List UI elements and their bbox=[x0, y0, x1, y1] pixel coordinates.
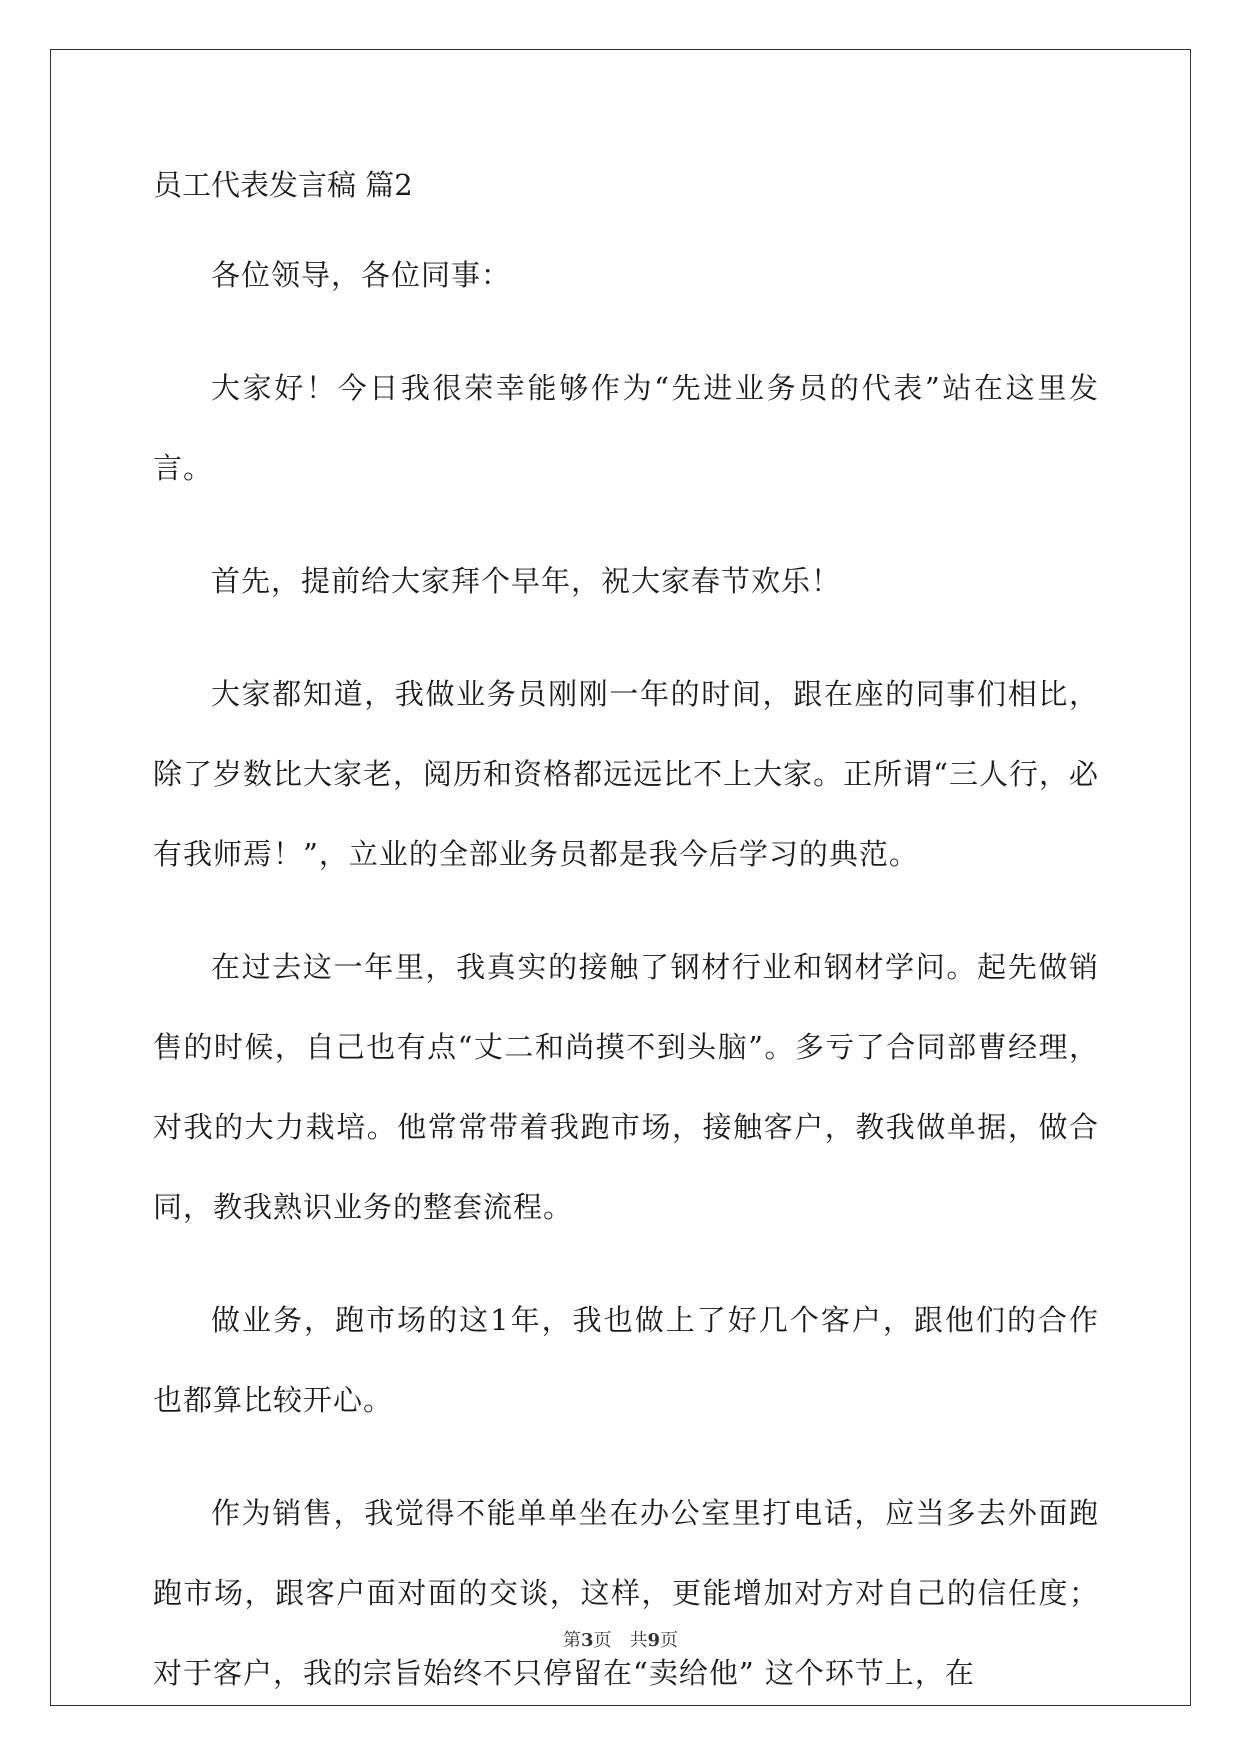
footer-total-prefix: 共 bbox=[629, 1630, 648, 1651]
paragraph: 首先，提前给大家拜个早年，祝大家春节欢乐！ bbox=[211, 564, 842, 598]
document-body bbox=[153, 162, 1099, 1713]
current-page-number: 3 bbox=[580, 1630, 594, 1651]
paragraph: 作为销售，我觉得不能单单坐在办公室里打电话，应当多去外面跑跑市场，跟客户面对面的交谈，这样，更能增加对方对自己的信任度；对于客户，我的宗旨始终不只停留在“卖给他” 这个环节上，在 bbox=[153, 1496, 1099, 1690]
footer-page-suffix: 页 bbox=[593, 1630, 612, 1651]
paragraph: 在过去这一年里，我真实的接触了钢材行业和钢材学问。起先做销售的时候，自己也有点“丈二和尚摸不到头脑”。多亏了合同部曹经理，对我的大力栽培。他常常带着我跑市场，接触客户，教我做单据，做合同，教我熟识业务的整套流程。 bbox=[153, 950, 1099, 1224]
document-title: 员工代表发言稿 篇2 bbox=[153, 168, 413, 202]
paragraph: 大家都知道，我做业务员刚刚一年的时间，跟在座的同事们相比，除了岁数比大家老，阅历和资格都远远比不上大家。正所谓“三人行，必有我师焉！”，立业的全部业务员都是我今后学习的典范。 bbox=[153, 677, 1099, 871]
total-pages-number: 9 bbox=[647, 1630, 661, 1651]
paragraph: 做业务，跑市场的这1年，我也做上了好几个客户，跟他们的合作也都算比较开心。 bbox=[153, 1303, 1099, 1417]
page-footer bbox=[0, 1626, 1241, 1652]
paragraph-greeting: 各位领导，各位同事： bbox=[211, 258, 512, 292]
footer-prefix: 第 bbox=[562, 1630, 581, 1651]
footer-total-suffix: 页 bbox=[660, 1630, 679, 1651]
paragraph: 大家好！今日我很荣幸能够作为“先进业务员的代表”站在这里发言。 bbox=[153, 371, 1099, 485]
